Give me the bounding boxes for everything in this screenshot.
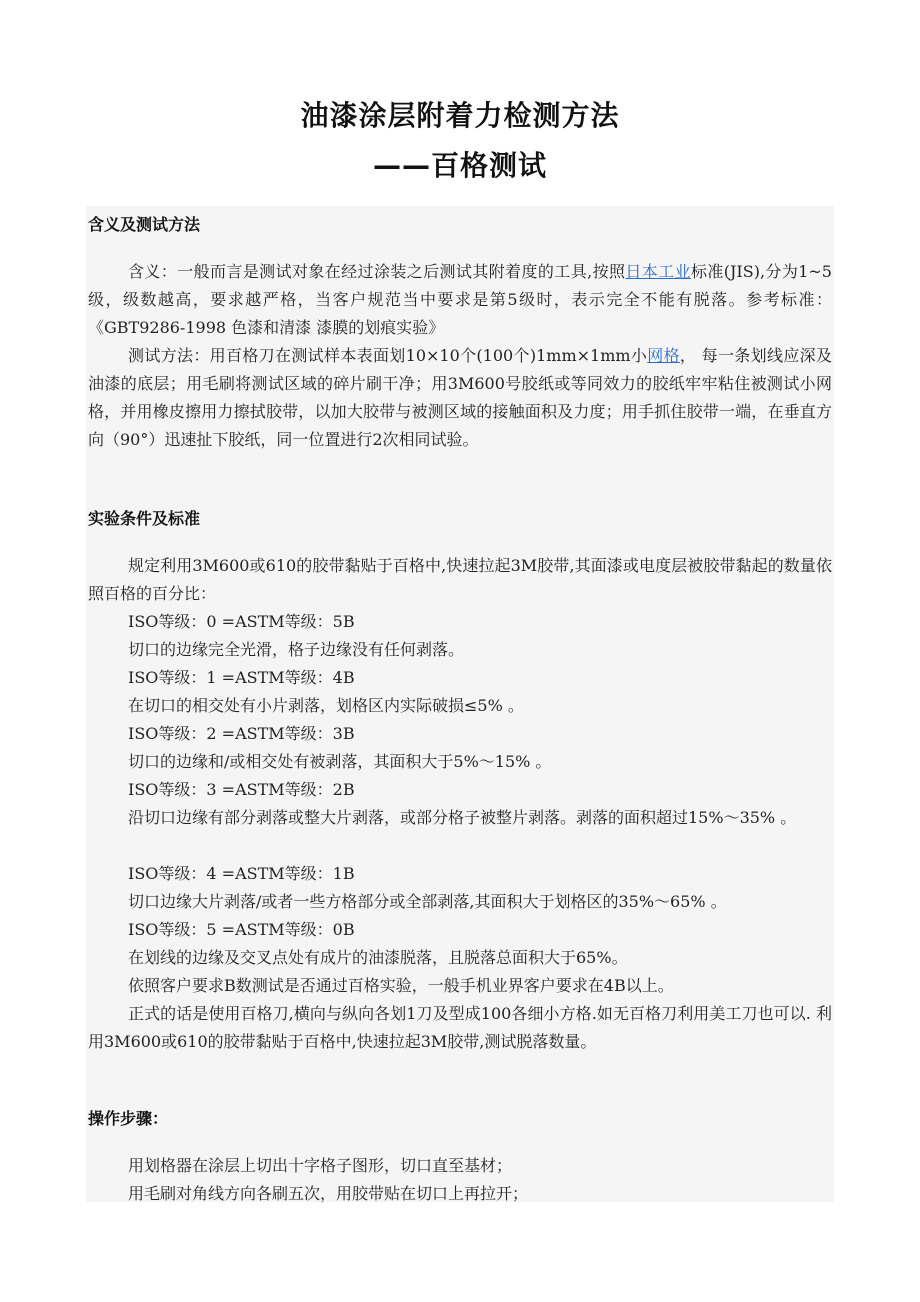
- grade-3-description: 沿切口边缘有部分剥落或整大片剥落，或部分格子被整片剥落。剥落的面积超过15%～35% 。: [128, 808, 797, 827]
- section-heading-meaning: 含义及测试方法: [88, 215, 201, 234]
- iso-grade-1: ISO等级：1 =ASTM等级：4B: [128, 668, 355, 687]
- grade-5-description: 在划线的边缘及交叉点处有成片的油漆脱落，且脱落总面积大于65%。: [128, 948, 628, 967]
- grade-4-description: 切口边缘大片剥落/或者一些方格部分或全部剥落,其面积大于划格区的35%～65% 。: [128, 892, 727, 911]
- step-2: 用毛刷对角线方向各刷五次，用胶带贴在切口上再拉开；: [128, 1184, 529, 1203]
- customer-requirement-note: 依照客户要求B数测试是否通过百格实验，一般手机业界客户要求在4B以上。: [128, 976, 674, 995]
- paragraph-test-method: [88, 342, 832, 454]
- iso-grade-0: ISO等级：0 =ASTM等级：5B: [128, 612, 355, 631]
- paragraph-meaning: [88, 258, 832, 342]
- jis-link[interactable]: 日本工业: [625, 262, 691, 281]
- section-heading-conditions: 实验条件及标准: [88, 509, 201, 528]
- formal-method-note: 正式的话是使用百格刀,横向与纵向各划1刀及型成100各细小方格.如无百格刀利用美工刀也可以. 利用3M600或610的胶带黏贴于百格中,快速拉起3M胶带,测试脱落数量。: [88, 1004, 832, 1051]
- iso-grade-3: ISO等级：3 =ASTM等级：2B: [128, 780, 355, 799]
- paragraph-text: 含义：一般而言是测试对象在经过涂装之后测试其附着度的工具,按照: [128, 262, 626, 281]
- grade-1-description: 在切口的相交处有小片剥落，划格区内实际破损≤5% 。: [128, 696, 524, 715]
- paragraph-text: ， 每一条划线应深及油漆的底层；用毛刷将测试区域的碎片刷干净；用3M600号胶纸或等同效力的胶纸牢牢粘住被测试小网格，并用橡皮擦用力擦拭胶带，以加大胶带与被测区域的接触面积及力度；用手抓住胶带一端，在垂直方向（90°）迅速扯下胶纸，同一位置进行2次相同试验。: [88, 346, 832, 449]
- section-heading-steps: 操作步骤：: [88, 1109, 169, 1128]
- iso-grade-5: ISO等级：5 =ASTM等级：0B: [128, 920, 355, 939]
- document-title: 油漆涂层附着力检测方法: [300, 99, 620, 132]
- grade-2-description: 切口的边缘和/或相交处有被剥落，其面积大于5%～15% 。: [128, 752, 552, 771]
- paragraph-text: 测试方法：用百格刀在测试样本表面划10×10个(100个)1mm×1mm小: [128, 346, 648, 365]
- paragraph-text: 标准(JIS),分为1~5级，级数越高，要求越严格，当客户规范当中要求是第5级时，表示完全不能有脱落。参考标准：《GBT9286-1998 色漆和清漆 漆膜的划痕实验》: [88, 262, 832, 337]
- step-1: 用划格器在涂层上切出十字格子图形，切口直至基材；: [128, 1156, 513, 1175]
- grade-0-description: 切口的边缘完全光滑，格子边缘没有任何剥落。: [128, 640, 465, 659]
- document-subtitle: ——百格测试: [372, 149, 547, 182]
- iso-grade-2: ISO等级：2 =ASTM等级：3B: [128, 724, 355, 743]
- paragraph-intro: 规定利用3M600或610的胶带黏贴于百格中,快速拉起3M胶带,其面漆或电度层被胶带黏起的数量依照百格的百分比：: [88, 556, 832, 603]
- iso-grade-4: ISO等级：4 =ASTM等级：1B: [128, 864, 355, 883]
- grid-link[interactable]: 网格: [647, 346, 680, 365]
